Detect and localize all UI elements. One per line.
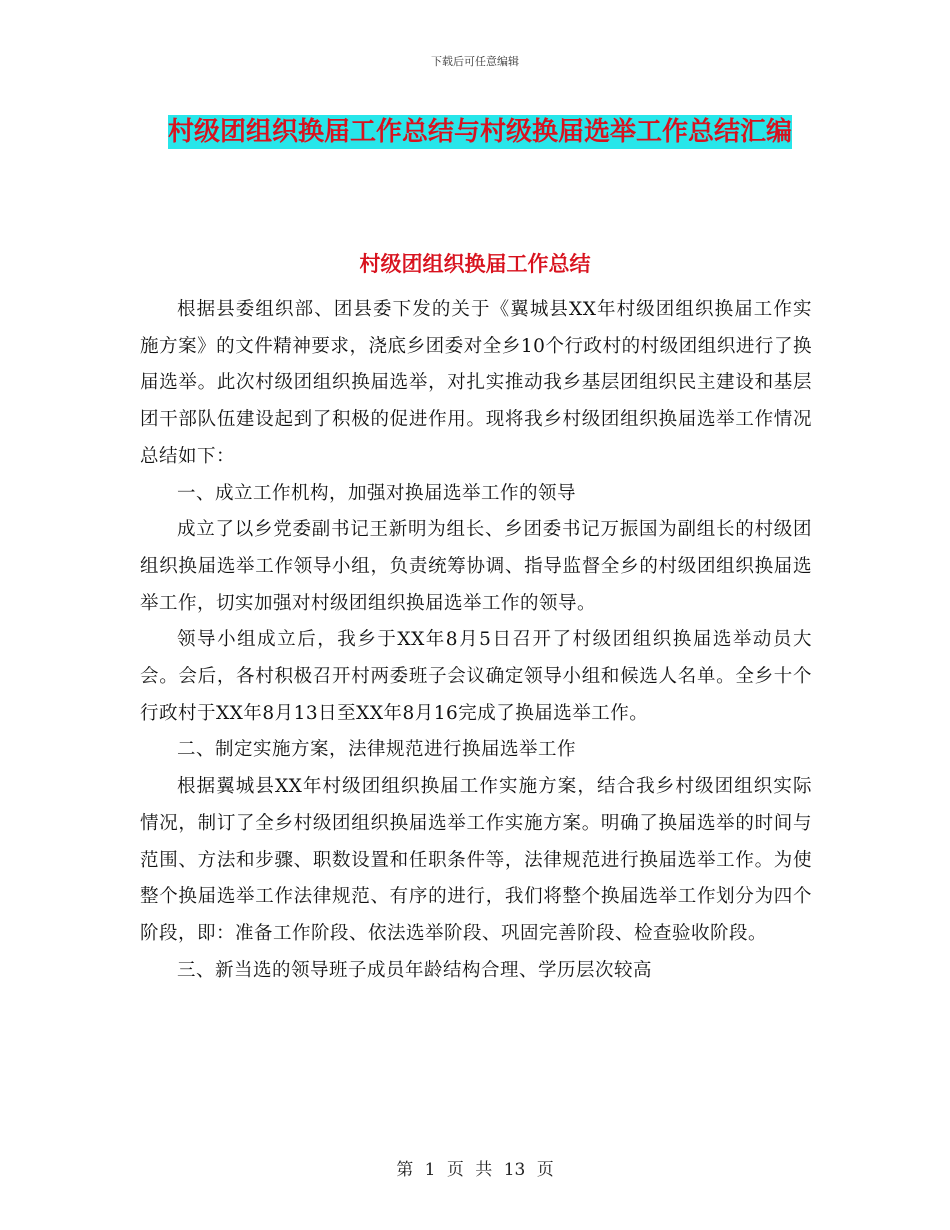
- heading-paragraph: 一、成立工作机构，加强对换届选举工作的领导: [177, 482, 577, 504]
- paragraph: 根据县委组织部、团县委下发的关于《翼城县XX年村级团组织换届工作实施方案》的文件精神要求，浇底乡团委对全乡10个行政村的村级团组织进行了换届选举。此次村级团组织换届选举，对扎实推动我乡基层团组织民主建设和基层团干部队伍建设起到了积极的促进作用。现将我乡村级团组织换届选举工作情况总结如下：: [140, 299, 812, 467]
- header-note: 下载后可任意编辑: [431, 55, 519, 68]
- section-title: 村级团组织换届工作总结: [359, 252, 591, 276]
- heading-paragraph: 二、制定实施方案，法律规范进行换届选举工作: [177, 739, 577, 761]
- document-title: [140, 110, 820, 154]
- paragraph: 领导小组成立后，我乡于XX年8月5日召开了村级团组织换届选举动员大会。会后，各村积极召开村两委班子会议确定领导小组和候选人名单。全乡十个行政村于XX年8月13日至XX年8月16完成了换届选举工作。: [140, 629, 812, 724]
- paragraph: 根据翼城县XX年村级团组织换届工作实施方案，结合我乡村级团组织实际情况，制订了全乡村级团组织换届选举工作实施方案。明确了换届选举的时间与范围、方法和步骤、职数设置和任职条件等，法律规范进行换届选举工作。为使整个换届选举工作法律规范、有序的进行，我们将整个换届选举工作划分为四个阶段，即：准备工作阶段、依法选举阶段、巩固完善阶段、检查验收阶段。: [140, 776, 812, 944]
- document-body: [140, 292, 812, 989]
- document-title-text: 村级团组织换届工作总结与村级换届选举工作总结汇编: [167, 117, 792, 147]
- paragraph: 成立了以乡党委副书记王新明为组长、乡团委书记万振国为副组长的村级团组织换届选举工作领导小组，负责统筹协调、指导监督全乡的村级团组织换届选举工作，切实加强对村级团组织换届选举工作的领导。: [140, 519, 812, 614]
- page-number-footer: 第 1 页 共 13 页: [396, 1160, 554, 1180]
- heading-paragraph: 三、新当选的领导班子成员年龄结构合理、学历层次较高: [177, 959, 653, 981]
